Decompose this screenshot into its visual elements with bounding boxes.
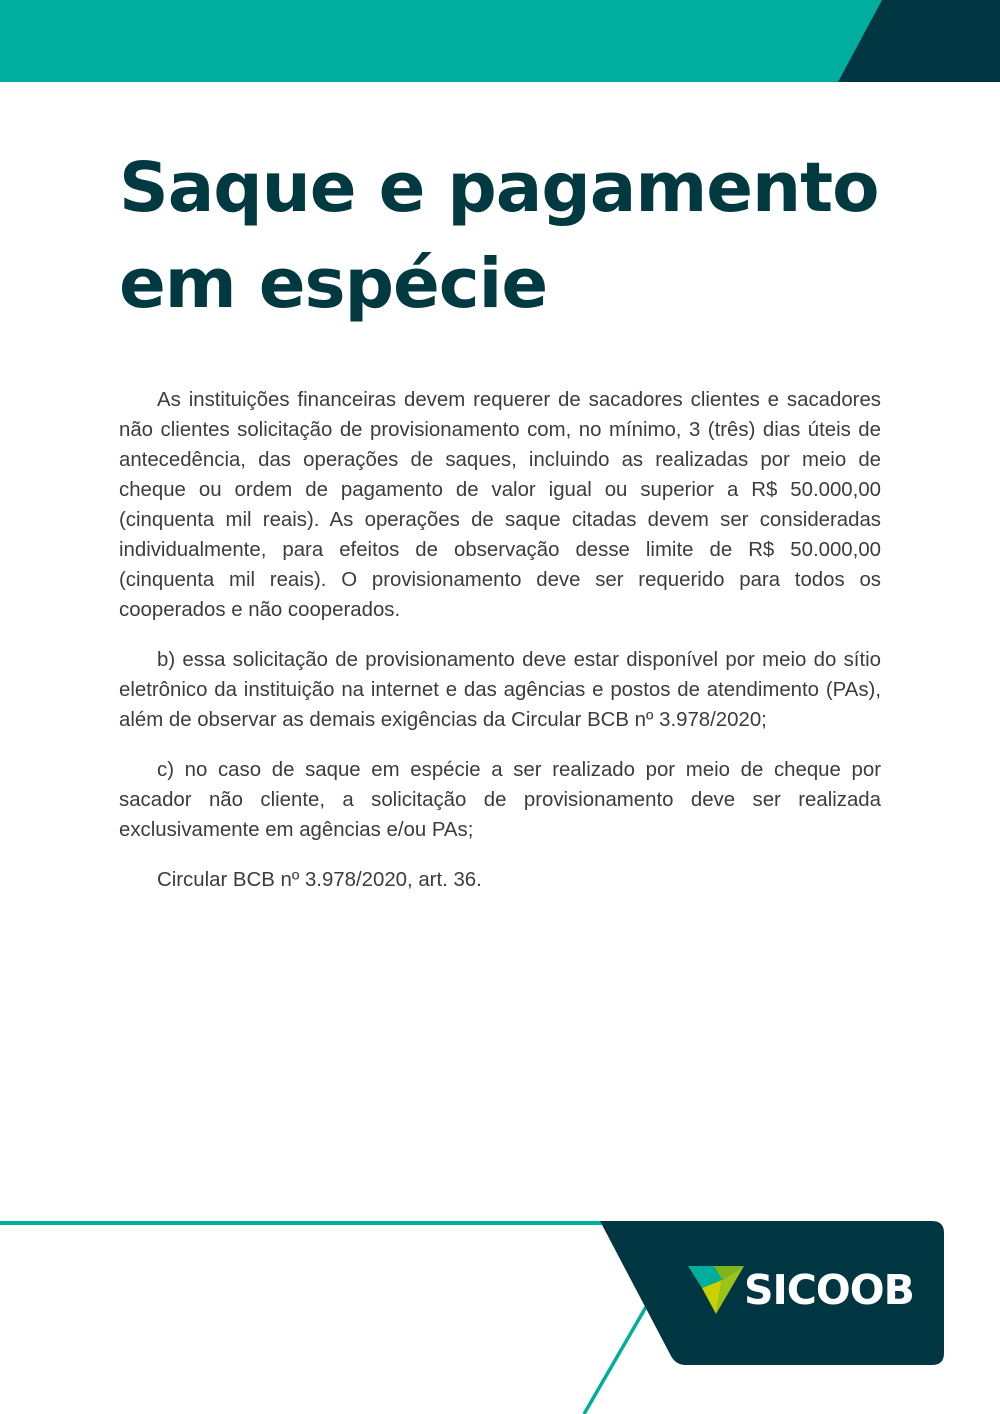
document-body	[119, 385, 881, 915]
paragraph-intro: As instituições financeiras devem requerer de sacadores clientes e sacadores não clientes solicitação de provisionamento com, no mínimo, 3 (três) dias úteis de antecedência, das operações de saques, incluindo as realizadas por meio de cheque ou ordem de pagamento de valor igual ou superior a R$ 50.000,00 (cinquenta mil reais). As operações de saque citadas devem ser consideradas individualmente, para efeitos de observação desse limite de R$ 50.000,00 (cinquenta mil reais). O provisionamento deve ser requerido para todos os cooperados e não cooperados.	[119, 389, 881, 621]
page-title	[119, 140, 919, 332]
title-line-1: Saque e pagamento	[119, 148, 879, 228]
paragraph-citation: Circular BCB nº 3.978/2020, art. 36.	[157, 869, 482, 891]
title-line-2: em espécie	[119, 244, 548, 324]
sicoob-logo-text: SICOOB	[744, 1266, 914, 1314]
paragraph-b: b) essa solicitação de provisionamento deve estar disponível por meio do sítio eletrônico da instituição na internet e das agências e postos de atendimento (PAs), além de observar as demais exigências da Circular BCB nº 3.978/2020;	[119, 649, 881, 731]
paragraph-c: c) no caso de saque em espécie a ser realizado por meio de cheque por sacador não cliente, a solicitação de provisionamento deve ser realizada exclusivamente em agências e/ou PAs;	[119, 759, 881, 841]
top-header-band	[0, 0, 1000, 82]
